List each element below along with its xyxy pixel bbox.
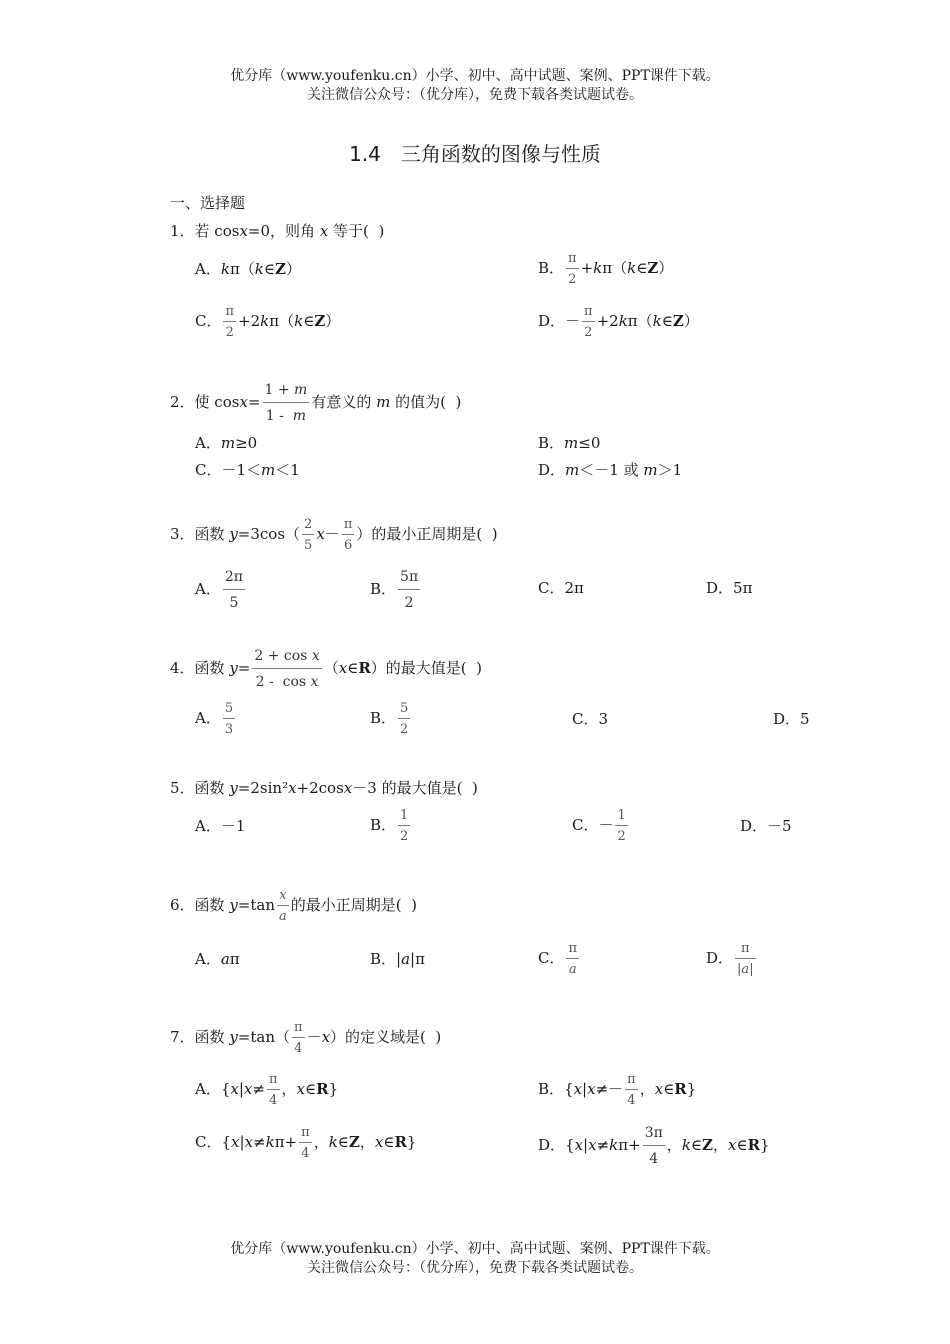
q1-option-d: D．－ $\frac{\pi}{2}$ +2kπ（k∈Z） [538, 304, 699, 340]
fraction: $\frac{\pi}{a}$ [568, 941, 578, 977]
footer-line-1: 优分库（www.youfenku.cn）小学、初中、高中试题、案例、PPT课件下载。 [230, 1241, 720, 1257]
fraction: $\frac{5}{3}$ [224, 701, 234, 737]
fraction: $\frac{3\pi}{4}$ [644, 1125, 663, 1167]
q5-option-d: D．－5 [740, 817, 792, 835]
q1-option-b: B． $\frac{\pi}{2}$ +kπ（k∈Z） [538, 251, 674, 287]
q5-option-a: A．－1 [195, 817, 246, 835]
question-2: 2．使 cosx= $\frac{1 + m}{1 - m}$ 有意义的 m 的值为( ) [170, 382, 462, 424]
q6-option-b: B．|a|π [370, 950, 425, 968]
fraction: $\frac{x}{a}$ [279, 888, 287, 924]
q3-option-c: C．2π [538, 579, 584, 597]
fraction: $\frac{\pi}{2}$ [584, 304, 593, 340]
fraction: $\frac{\pi}{2}$ [225, 304, 235, 340]
fraction: $\frac{\pi}{|a|}$ [737, 941, 754, 977]
footer-line-2: 关注微信公众号：（优分库），免费下载各类试题试卷。 [307, 1260, 643, 1276]
fraction: $\frac{\pi}{4}$ [627, 1072, 636, 1108]
q2-option-d: D．m＜－1 或 m＞1 [538, 461, 683, 479]
q3-option-b: B． $\frac{5\pi}{2}$ [370, 569, 419, 611]
q3-option-a: A． $\frac{2\pi}{5}$ [195, 569, 243, 611]
page-title: 1.4 三角函数的图像与性质 [349, 142, 601, 166]
question-6: 6．函数 y=tan $\frac{x}{a}$ 的最小正周期是( ) [170, 888, 418, 924]
fraction: $\frac{\pi}{6}$ [343, 517, 353, 553]
q4-option-a: A． $\frac{5}{3}$ [195, 701, 234, 737]
fraction: $\frac{2}{5}$ [304, 517, 313, 553]
q4-option-d: D．5 [773, 710, 810, 728]
question-1: 1．若 cosx=0，则角 x 等于( ) [170, 222, 385, 240]
q2-option-b: B．m≤0 [538, 434, 601, 452]
section-heading: 一、选择题 [170, 194, 246, 212]
q5-option-b: B． $\frac{1}{2}$ [370, 808, 409, 844]
q6-option-c: C． $\frac{\pi}{a}$ [538, 941, 578, 977]
fraction: $\frac{\pi}{2}$ [568, 251, 577, 287]
fraction: $\frac{1}{2}$ [617, 808, 626, 844]
header-line-1: 优分库（www.youfenku.cn）小学、初中、高中试题、案例、PPT课件下载。 [230, 68, 720, 84]
q1-option-c: C． $\frac{\pi}{2}$ +2kπ（k∈Z） [195, 304, 341, 340]
q7-option-a: A．{x|x≠ $\frac{\pi}{4}$ ，x∈R} [195, 1072, 339, 1108]
question-7: 7．函数 y=tan（ $\frac{\pi}{4}$ －x）的定义域是( ) [170, 1020, 442, 1056]
question-5: 5．函数 y=2sin²x+2cosx－3 的最大值是( ) [170, 779, 478, 797]
fraction: $\frac{\pi}{4}$ [294, 1020, 303, 1056]
q6-option-d: D． $\frac{\pi}{|a|}$ [706, 941, 754, 977]
fraction: $\frac{\text{2 + cos x}}{\text{2 - cos x}}$ [254, 648, 320, 690]
fraction: $\frac{\pi}{4}$ [268, 1072, 278, 1108]
q7-option-b: B．{x|x≠－ $\frac{\pi}{4}$ ，x∈R} [538, 1072, 697, 1108]
q1-option-a: A．kπ（k∈Z） [195, 260, 301, 278]
q3-option-d: D．5π [706, 579, 753, 597]
fraction: $\frac{\pi}{4}$ [301, 1125, 310, 1161]
fraction: $\frac{1}{2}$ [400, 808, 409, 844]
q6-option-a: A．aπ [195, 950, 240, 968]
q2-option-a: A．m≥0 [195, 434, 258, 452]
fraction: $\frac{5\pi}{2}$ [400, 569, 419, 611]
q7-option-c: C．{x|x≠kπ+ $\frac{\pi}{4}$ ，k∈Z，x∈R} [195, 1125, 417, 1161]
q2-option-c: C．－1＜m＜1 [195, 461, 300, 479]
fraction: $\frac{5}{2}$ [400, 701, 409, 737]
fraction: $\frac{1 + m}{1 - m}$ [264, 382, 308, 424]
q4-option-b: B． $\frac{5}{2}$ [370, 701, 409, 737]
header-line-2: 关注微信公众号：（优分库），免费下载各类试题试卷。 [307, 87, 643, 103]
q7-option-d: D．{x|x≠kπ+ $\frac{3\pi}{4}$ ，k∈Z，x∈R} [538, 1125, 770, 1167]
q4-option-c: C．3 [572, 710, 609, 728]
fraction: $\frac{2\pi}{5}$ [224, 569, 243, 611]
q5-option-c: C．－ $\frac{1}{2}$ [572, 808, 626, 844]
question-3: 3．函数 y=3cos（ $\frac{2}{5}$ x－ $\frac{\pi}{6}$ ）的最小正周期是( ) [170, 517, 498, 553]
question-4: 4．函数 y= $\frac{\text{2 + cos x}}{\text{2 - cos x}}$ （x∈R）的最大值是( ) [170, 648, 483, 690]
